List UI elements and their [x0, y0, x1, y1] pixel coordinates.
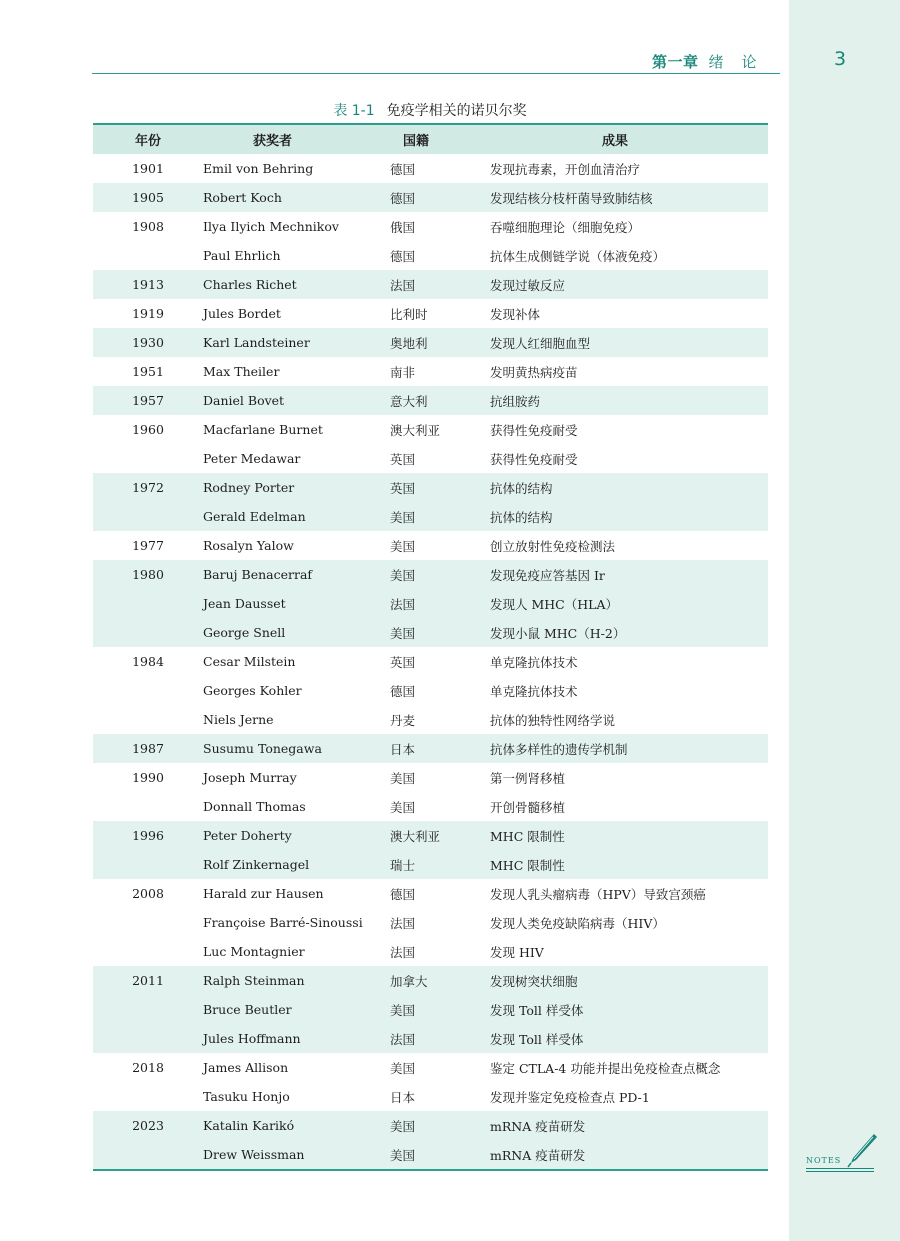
cell-laureate: Rodney Porter	[203, 473, 390, 502]
cell-achievement: 单克隆抗体技术	[490, 654, 578, 670]
cell-nationality: 澳大利亚	[390, 821, 490, 850]
table-row	[93, 1111, 768, 1140]
cell-laureate: Katalin Karikó	[203, 1111, 390, 1140]
table-row	[93, 850, 768, 879]
cell-laureate: Bruce Beutler	[203, 995, 390, 1024]
cell-year: 1919	[132, 306, 164, 321]
cell-nationality: 德国	[390, 183, 490, 212]
cell-laureate: Donnall Thomas	[203, 799, 306, 814]
margin-band	[789, 0, 900, 1241]
cell-laureate: Tasuku Honjo	[203, 1089, 290, 1104]
cell-nationality: 英国	[390, 473, 490, 502]
table-row	[93, 212, 768, 241]
cell-achievement: 获得性免疫耐受	[490, 422, 578, 438]
cell-laureate: Robert Koch	[203, 183, 390, 212]
nobel-prize-table	[93, 123, 768, 1171]
table-row	[93, 589, 768, 618]
table-caption	[92, 100, 768, 120]
table-row	[93, 705, 768, 734]
cell-nationality: 法国	[390, 270, 490, 299]
cell-laureate: Baruj Benacerraf	[203, 560, 390, 589]
cell-laureate: James Allison	[203, 1060, 289, 1075]
table-row	[93, 473, 768, 502]
cell-achievement: 抗体的结构	[490, 473, 768, 502]
cell-nationality: 法国	[390, 1024, 490, 1053]
cell-year	[93, 908, 203, 937]
cell-achievement: 第一例肾移植	[490, 770, 566, 786]
cell-achievement: 开创骨髓移植	[490, 799, 566, 815]
cell-achievement: 发现 Toll 样受体	[490, 1024, 768, 1053]
cell-nationality: 英国	[390, 451, 416, 467]
cell-achievement: mRNA 疫苗研发	[490, 1111, 768, 1140]
cell-year	[93, 502, 203, 531]
cell-year	[93, 444, 203, 473]
table-row	[93, 328, 768, 357]
table-number: 表 1-1	[333, 103, 375, 119]
cell-year	[93, 241, 203, 270]
cell-nationality: 日本	[390, 1089, 416, 1105]
cell-achievement: 发现人红细胞血型	[490, 328, 768, 357]
cell-laureate: Peter Doherty	[203, 821, 390, 850]
cell-nationality: 俄国	[390, 219, 416, 235]
cell-laureate: Paul Ehrlich	[203, 248, 281, 263]
cell-year: 1913	[93, 270, 203, 299]
cell-year: 1930	[93, 328, 203, 357]
cell-year: 1996	[93, 821, 203, 850]
cell-year: 1990	[132, 770, 164, 785]
header-rule	[92, 73, 780, 74]
cell-laureate: Gerald Edelman	[203, 502, 390, 531]
cell-nationality: 日本	[390, 734, 490, 763]
cell-nationality: 法国	[390, 915, 416, 931]
notes-rule-double	[806, 1171, 874, 1172]
table-row	[93, 531, 768, 560]
table-row	[93, 1140, 768, 1170]
cell-achievement: mRNA 疫苗研发	[490, 1140, 768, 1170]
table-row	[93, 676, 768, 705]
cell-nationality: 比利时	[390, 306, 428, 322]
cell-achievement: 抗组胺药	[490, 386, 768, 415]
cell-year: 1951	[132, 364, 164, 379]
table-row	[93, 183, 768, 212]
cell-nationality: 奥地利	[390, 328, 490, 357]
cell-year: 2008	[132, 886, 164, 901]
cell-year	[93, 792, 203, 821]
chapter-label: 第一章	[652, 53, 699, 71]
table-row	[93, 270, 768, 299]
cell-laureate: Joseph Murray	[203, 770, 297, 785]
cell-nationality: 美国	[390, 995, 490, 1024]
cell-achievement: 获得性免疫耐受	[490, 451, 578, 467]
table-row	[93, 154, 768, 183]
cell-achievement: 抗体生成侧链学说（体液免疫）	[490, 248, 666, 264]
table-title: 免疫学相关的诺贝尔奖	[386, 103, 527, 119]
cell-laureate: Emil von Behring	[203, 161, 314, 176]
table-row	[93, 647, 768, 676]
cell-achievement: 抗体的独特性网络学说	[490, 712, 616, 728]
cell-achievement: 单克隆抗体技术	[490, 683, 578, 699]
cell-achievement: 发现 Toll 样受体	[490, 995, 768, 1024]
cell-year: 2018	[132, 1060, 164, 1075]
table-row	[93, 734, 768, 763]
table-row	[93, 299, 768, 328]
cell-nationality: 美国	[390, 1060, 416, 1076]
cell-laureate: Rosalyn Yalow	[203, 538, 294, 553]
cell-achievement: 发现免疫应答基因 Ir	[490, 560, 768, 589]
notes-label: NOTES	[806, 1156, 842, 1165]
cell-nationality: 南非	[390, 364, 416, 380]
table-row	[93, 444, 768, 473]
table-row	[93, 995, 768, 1024]
cell-year: 1987	[93, 734, 203, 763]
cell-laureate: Georges Kohler	[203, 683, 302, 698]
cell-laureate: Karl Landsteiner	[203, 328, 390, 357]
cell-laureate: Max Theiler	[203, 364, 280, 379]
cell-year: 1984	[132, 654, 164, 669]
table-row	[93, 908, 768, 937]
cell-achievement: 抗体多样性的遗传学机制	[490, 734, 768, 763]
cell-achievement: 发现人类免疫缺陷病毒（HIV）	[490, 915, 665, 931]
cell-laureate: Jean Dausset	[203, 589, 390, 618]
cell-achievement: 发现补体	[490, 306, 541, 322]
cell-year: 1980	[93, 560, 203, 589]
notes-marker	[806, 1132, 878, 1172]
cell-laureate: Rolf Zinkernagel	[203, 850, 390, 879]
cell-achievement: 发现并鉴定免疫检查点 PD-1	[490, 1089, 650, 1105]
cell-laureate: Harald zur Hausen	[203, 886, 324, 901]
cell-laureate: Macfarlane Burnet	[203, 422, 323, 437]
cell-achievement: 抗体的结构	[490, 502, 768, 531]
cell-nationality: 德国	[390, 886, 416, 902]
cell-achievement: 吞噬细胞理论（细胞免疫）	[490, 219, 641, 235]
cell-year: 2023	[93, 1111, 203, 1140]
cell-achievement: 发现人乳头瘤病毒（HPV）导致宫颈癌	[490, 886, 706, 902]
table-body	[93, 154, 768, 1170]
cell-nationality: 澳大利亚	[390, 422, 441, 438]
cell-laureate: Daniel Bovet	[203, 386, 390, 415]
cell-year: 1957	[93, 386, 203, 415]
cell-laureate: Susumu Tonegawa	[203, 734, 390, 763]
cell-laureate: Jules Bordet	[203, 306, 281, 321]
cell-year: 1908	[132, 219, 164, 234]
cell-nationality: 加拿大	[390, 966, 490, 995]
cell-nationality: 法国	[390, 589, 490, 618]
cell-year: 1901	[132, 161, 164, 176]
cell-nationality: 德国	[390, 248, 416, 264]
cell-laureate: Ralph Steinman	[203, 966, 390, 995]
table-row	[93, 618, 768, 647]
cell-nationality: 美国	[390, 799, 416, 815]
table-row	[93, 357, 768, 386]
cell-nationality: 美国	[390, 770, 416, 786]
cell-nationality: 英国	[390, 654, 416, 670]
cell-year: 1960	[132, 422, 164, 437]
pen-icon	[844, 1132, 878, 1168]
table-row	[93, 560, 768, 589]
column-header-year: 年份	[93, 124, 203, 154]
cell-laureate: Jules Hoffmann	[203, 1024, 390, 1053]
cell-nationality: 美国	[390, 560, 490, 589]
cell-laureate: Peter Medawar	[203, 451, 301, 466]
cell-year	[93, 1024, 203, 1053]
cell-achievement: MHC 限制性	[490, 850, 768, 879]
cell-laureate: Luc Montagnier	[203, 944, 305, 959]
chapter-title: 绪论	[708, 53, 775, 71]
table-header-row	[93, 124, 768, 154]
cell-laureate: Ilya Ilyich Mechnikov	[203, 219, 339, 234]
column-header-achievement: 成果	[490, 124, 768, 154]
cell-year	[93, 676, 203, 705]
cell-achievement: 创立放射性免疫检测法	[490, 538, 616, 554]
cell-nationality: 美国	[390, 618, 490, 647]
cell-year	[93, 1082, 203, 1111]
table-row	[93, 1053, 768, 1082]
cell-year	[93, 995, 203, 1024]
cell-achievement: 发现树突状细胞	[490, 966, 768, 995]
cell-achievement: MHC 限制性	[490, 821, 768, 850]
cell-year: 1977	[132, 538, 164, 553]
chapter-header	[652, 51, 775, 72]
table-row	[93, 879, 768, 908]
notes-rule	[806, 1168, 874, 1169]
cell-nationality: 瑞士	[390, 850, 490, 879]
cell-laureate: Cesar Milstein	[203, 654, 296, 669]
table-row	[93, 502, 768, 531]
cell-year	[93, 618, 203, 647]
cell-laureate: Charles Richet	[203, 270, 390, 299]
table-row	[93, 792, 768, 821]
column-header-nationality: 国籍	[390, 124, 490, 154]
table-row	[93, 1082, 768, 1111]
cell-nationality: 意大利	[390, 386, 490, 415]
cell-year	[93, 937, 203, 966]
cell-laureate: Drew Weissman	[203, 1140, 390, 1170]
cell-nationality: 美国	[390, 1140, 490, 1170]
table-row	[93, 966, 768, 995]
cell-nationality: 德国	[390, 161, 416, 177]
cell-nationality: 美国	[390, 502, 490, 531]
table-row	[93, 937, 768, 966]
cell-nationality: 美国	[390, 1111, 490, 1140]
cell-achievement: 发现小鼠 MHC（H-2）	[490, 618, 768, 647]
cell-laureate: Niels Jerne	[203, 712, 274, 727]
cell-achievement: 发现 HIV	[490, 944, 544, 960]
cell-nationality: 美国	[390, 538, 416, 554]
page-number: 3	[834, 48, 847, 70]
table-row	[93, 415, 768, 444]
cell-year: 1972	[93, 473, 203, 502]
cell-year: 2011	[93, 966, 203, 995]
table-row	[93, 1024, 768, 1053]
cell-year	[93, 1140, 203, 1170]
cell-nationality: 德国	[390, 683, 416, 699]
cell-year	[93, 589, 203, 618]
table-row	[93, 241, 768, 270]
cell-achievement: 鉴定 CTLA-4 功能并提出免疫检查点概念	[490, 1060, 721, 1076]
table-row	[93, 763, 768, 792]
cell-laureate: George Snell	[203, 618, 390, 647]
cell-achievement: 发现结核分枝杆菌导致肺结核	[490, 183, 768, 212]
cell-achievement: 发明黄热病疫苗	[490, 364, 578, 380]
cell-year: 1905	[93, 183, 203, 212]
cell-achievement: 发现人 MHC（HLA）	[490, 589, 768, 618]
cell-laureate: Françoise Barré-Sinoussi	[203, 915, 363, 930]
table-row	[93, 386, 768, 415]
cell-nationality: 丹麦	[390, 712, 416, 728]
table-row	[93, 821, 768, 850]
cell-nationality: 法国	[390, 944, 416, 960]
column-header-laureate: 获奖者	[203, 124, 390, 154]
cell-year	[93, 850, 203, 879]
cell-achievement: 发现过敏反应	[490, 270, 768, 299]
cell-year	[93, 705, 203, 734]
cell-achievement: 发现抗毒素，开创血清治疗	[490, 161, 641, 177]
